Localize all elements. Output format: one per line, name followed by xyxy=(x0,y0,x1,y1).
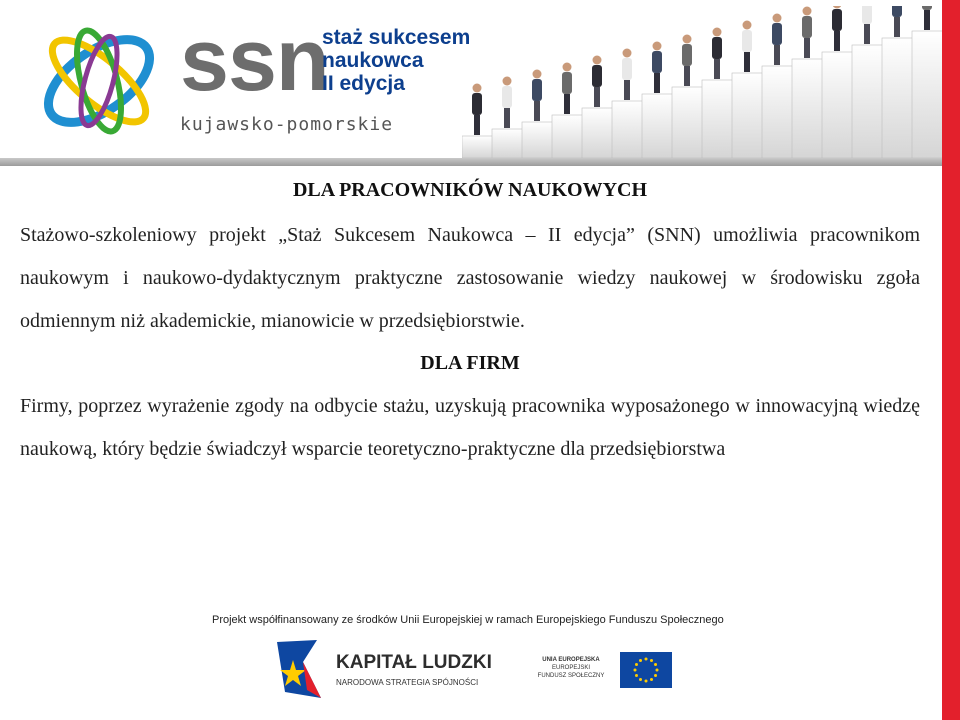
stair-step xyxy=(792,59,823,158)
eu-flag-star xyxy=(650,659,653,662)
stair-step xyxy=(852,45,883,158)
kapital-ludzki-star-icon xyxy=(277,640,321,698)
eu-flag-star xyxy=(639,659,642,662)
eu-label-line: FUNDUSZ SPOŁECZNY xyxy=(537,673,605,679)
logo-region: kujawsko-pomorskie xyxy=(180,114,394,135)
person-figure xyxy=(832,6,842,51)
logo-tagline-line: staż sukcesem xyxy=(322,26,471,49)
main-content xyxy=(20,178,920,471)
eu-flag-star xyxy=(635,663,638,666)
person-figure xyxy=(592,56,602,108)
red-accent-strip xyxy=(942,0,960,720)
person-figure xyxy=(922,6,932,30)
person-figure xyxy=(862,6,872,44)
header-divider xyxy=(0,158,942,166)
ssn-wordmark: ssn xyxy=(180,10,329,109)
stair-step xyxy=(732,73,763,158)
stair-step xyxy=(912,31,942,158)
stair-step xyxy=(672,87,703,158)
stair-step xyxy=(702,80,733,158)
eu-label-line: EUROPEJSKI xyxy=(551,665,590,671)
stair-step xyxy=(642,94,673,158)
eu-label xyxy=(532,656,610,680)
stair-step xyxy=(882,38,913,158)
eu-flag-star xyxy=(650,678,653,681)
person-figure xyxy=(742,21,752,73)
eu-flag-star xyxy=(654,674,657,677)
logo-tagline-line: II edycja xyxy=(322,72,405,95)
cofinancing-note: Projekt współfinansowany ze środków Unii Europejskiej w ramach Europejskiego Funduszu Społecznego xyxy=(212,614,724,626)
companies-paragraph: Firmy, poprzez wyrażenie zgody na odbycie stażu, uzyskują pracownika wyposażonego w innowacyjną wiedzę naukową, który będzie świadczył wsparcie teoretyczno-praktyczne dla przedsiębiorstwa xyxy=(20,395,920,460)
stair-step xyxy=(582,108,613,158)
stair-step xyxy=(822,52,853,158)
stair-step xyxy=(762,66,793,158)
stair-step xyxy=(552,115,583,158)
person-figure xyxy=(892,6,902,37)
person-figure xyxy=(532,70,542,122)
person-figure xyxy=(502,77,512,129)
stair-step xyxy=(492,129,523,158)
eu-flag-star xyxy=(645,680,648,683)
logo-tagline-line: naukowca xyxy=(322,49,424,72)
researchers-paragraph: Stażowo-szkoleniowy projekt „Staż Sukcesem Naukowca – II edycja” (SNN) umożliwia pracownikom naukowym i naukowo-dydaktycznym praktyczne zastosowanie wiedzy naukowej w środowisku zgoła odmiennym niż akademickie, mianowicie w przedsiębiorstwie. xyxy=(20,224,920,332)
person-figure xyxy=(562,63,572,115)
person-figure xyxy=(802,7,812,59)
footer-logos xyxy=(0,608,942,720)
eu-flag-star xyxy=(654,663,657,666)
stair-step xyxy=(612,101,643,158)
eu-flag-star xyxy=(656,669,659,672)
eu-flag-icon xyxy=(620,652,672,688)
person-figure xyxy=(652,42,662,94)
person-figure xyxy=(682,35,692,87)
person-figure xyxy=(772,14,782,66)
eu-flag-star xyxy=(645,658,648,661)
kapital-ludzki-title: KAPITAŁ LUDZKI xyxy=(336,652,492,673)
person-figure xyxy=(472,84,482,136)
ssn-swirl-logo-icon xyxy=(28,10,170,152)
stair-step xyxy=(522,122,553,158)
person-figure xyxy=(712,28,722,80)
stairs-with-people-image xyxy=(462,6,942,158)
logo-tagline xyxy=(322,26,470,95)
eu-label-line: UNIA EUROPEJSKA xyxy=(542,657,600,663)
eu-flag-star xyxy=(639,678,642,681)
header-banner xyxy=(0,0,942,165)
section-heading-researchers: DLA PRACOWNIKÓW NAUKOWYCH xyxy=(292,179,648,201)
eu-flag-star xyxy=(634,669,637,672)
stair-step xyxy=(462,136,493,158)
eu-flag-star xyxy=(635,674,638,677)
kapital-ludzki-subtitle: NARODOWA STRATEGIA SPÓJNOŚCI xyxy=(336,678,479,687)
section-heading-companies: DLA FIRM xyxy=(420,352,520,374)
person-figure xyxy=(622,49,632,101)
